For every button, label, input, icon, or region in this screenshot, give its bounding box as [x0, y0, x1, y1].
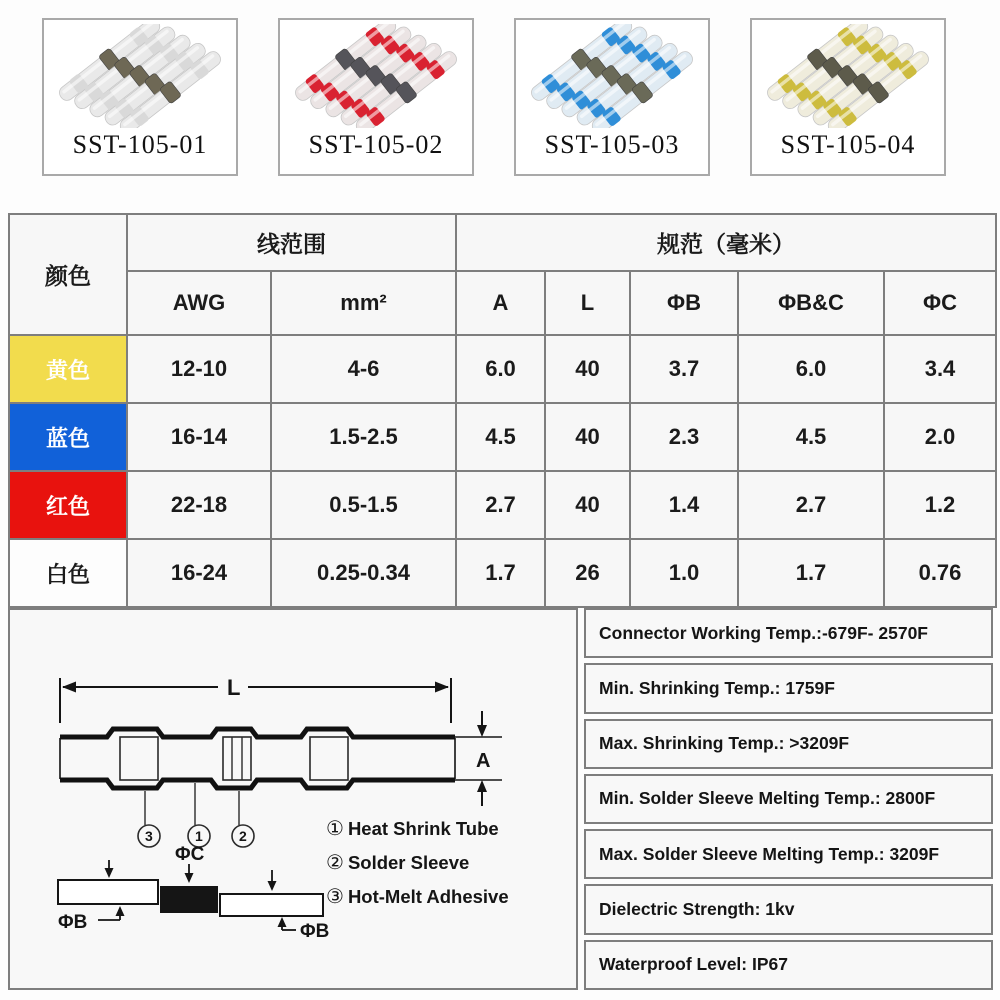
cell-awg: 16-24 [127, 539, 271, 607]
table-row-red [9, 471, 996, 539]
spec-list [584, 608, 993, 990]
spec-item-min-shrink-temp: Min. Shrinking Temp.: 1759F [584, 663, 993, 713]
product-photo-red-connectors [282, 24, 470, 128]
legend-item-hot-melt-adhesive [326, 880, 509, 914]
product-photo-white-connectors [46, 24, 234, 128]
header-wire-range: 线范围 [127, 214, 456, 271]
header-phi-c: ΦC [884, 271, 996, 335]
cell-awg: 12-10 [127, 335, 271, 403]
cell-awg: 22-18 [127, 471, 271, 539]
product-card-sst-105-02 [278, 18, 474, 176]
cell-l: 40 [545, 335, 630, 403]
cell-mm2: 0.5-1.5 [271, 471, 456, 539]
wire-left [58, 880, 158, 904]
legend-item-heat-shrink-tube [326, 812, 509, 846]
arrowhead-down-icon [185, 873, 194, 883]
cell-a: 2.7 [456, 471, 545, 539]
cell-phi-bc: 6.0 [738, 335, 884, 403]
table-row-white [9, 539, 996, 607]
spec-table [8, 213, 997, 608]
header-a: A [456, 271, 545, 335]
header-phi-b: ΦB [630, 271, 738, 335]
dim-label-phi-c: ΦC [175, 844, 205, 865]
header-mm2: mm² [271, 271, 456, 335]
cell-phi-bc: 4.5 [738, 403, 884, 471]
legend-label: Hot-Melt Adhesive [347, 886, 509, 907]
legend-item-solder-sleeve [326, 846, 509, 880]
arrowhead-down-icon [105, 868, 114, 878]
crimp-sleeve-right [310, 737, 348, 780]
cell-phi-c: 3.4 [884, 335, 996, 403]
product-photo-blue-connectors [518, 24, 706, 128]
dim-label-phi-b-right: ΦB [300, 921, 330, 942]
crimp-sleeve-left [120, 737, 158, 780]
diagram-legend [326, 812, 509, 914]
cell-l: 40 [545, 471, 630, 539]
color-swatch-red: 红色 [9, 471, 127, 539]
spec-item-max-shrink-temp: Max. Shrinking Temp.: >3209F [584, 719, 993, 769]
cell-a: 4.5 [456, 403, 545, 471]
product-model-label: SST-105-04 [780, 130, 916, 159]
cell-phi-bc: 1.7 [738, 539, 884, 607]
cell-mm2: 1.5-2.5 [271, 403, 456, 471]
legend-label: Solder Sleeve [347, 852, 470, 873]
cell-l: 40 [545, 403, 630, 471]
arrowhead-left-icon [62, 682, 76, 693]
solder-joint [160, 886, 218, 913]
dim-label-a: A [476, 750, 491, 772]
header-spec-mm: 规范（毫米） [456, 214, 996, 271]
callout-number-2: 2 [239, 828, 247, 844]
header-l: L [545, 271, 630, 335]
product-card-sst-105-01 [42, 18, 238, 176]
table-row-yellow [9, 335, 996, 403]
arrowhead-up-icon [477, 780, 487, 792]
spec-item-waterproof-level: Waterproof Level: IP67 [584, 940, 993, 990]
dimension-diagram-drawing [10, 610, 576, 988]
cell-l: 26 [545, 539, 630, 607]
product-card-sst-105-04 [750, 18, 946, 176]
spec-item-working-temp: Connector Working Temp.:-679F- 2570F [584, 608, 993, 658]
cell-phi-b: 1.4 [630, 471, 738, 539]
dimension-diagram-panel [8, 608, 578, 990]
tube-bottom-outline [60, 780, 455, 788]
cell-a: 1.7 [456, 539, 545, 607]
color-swatch-blue: 蓝色 [9, 403, 127, 471]
cell-phi-b: 2.3 [630, 403, 738, 471]
circled-3-icon: ③ [326, 886, 344, 908]
tube-top-outline [60, 729, 455, 737]
product-photo-yellow-connectors [754, 24, 942, 128]
product-model-label: SST-105-02 [308, 130, 444, 159]
header-phi-bc: ΦB&C [738, 271, 884, 335]
arrowhead-up-icon [278, 917, 287, 927]
color-swatch-yellow: 黄色 [9, 335, 127, 403]
callout-number-1: 1 [195, 828, 203, 844]
callout-number-3: 3 [145, 828, 153, 844]
circled-1-icon: ① [326, 818, 344, 840]
wire-right [220, 894, 323, 916]
cell-phi-b: 1.0 [630, 539, 738, 607]
cell-mm2: 4-6 [271, 335, 456, 403]
spec-item-min-solder-melt-temp: Min. Solder Sleeve Melting Temp.: 2800F [584, 774, 993, 824]
circled-2-icon: ② [326, 852, 344, 874]
product-model-label: SST-105-01 [72, 130, 208, 159]
header-color: 颜色 [9, 214, 127, 335]
product-model-label: SST-105-03 [544, 130, 680, 159]
arrowhead-down-icon [268, 881, 277, 891]
header-awg: AWG [127, 271, 271, 335]
arrowhead-down-icon [477, 725, 487, 737]
cell-phi-b: 3.7 [630, 335, 738, 403]
product-gallery [42, 18, 946, 178]
solder-sleeve-middle [223, 737, 251, 780]
spec-item-dielectric-strength: Dielectric Strength: 1kv [584, 884, 993, 934]
dim-label-l: L [227, 675, 241, 700]
product-card-sst-105-03 [514, 18, 710, 176]
spec-item-max-solder-melt-temp: Max. Solder Sleeve Melting Temp.: 3209F [584, 829, 993, 879]
legend-label: Heat Shrink Tube [347, 818, 499, 839]
cell-phi-c: 0.76 [884, 539, 996, 607]
cell-phi-bc: 2.7 [738, 471, 884, 539]
cell-mm2: 0.25-0.34 [271, 539, 456, 607]
color-swatch-white: 白色 [9, 539, 127, 607]
arrowhead-right-icon [435, 682, 449, 693]
cell-phi-c: 1.2 [884, 471, 996, 539]
cell-awg: 16-14 [127, 403, 271, 471]
dim-label-phi-b-left: ΦB [58, 912, 88, 933]
table-row-blue [9, 403, 996, 471]
cell-phi-c: 2.0 [884, 403, 996, 471]
arrowhead-up-icon [116, 906, 125, 916]
cell-a: 6.0 [456, 335, 545, 403]
